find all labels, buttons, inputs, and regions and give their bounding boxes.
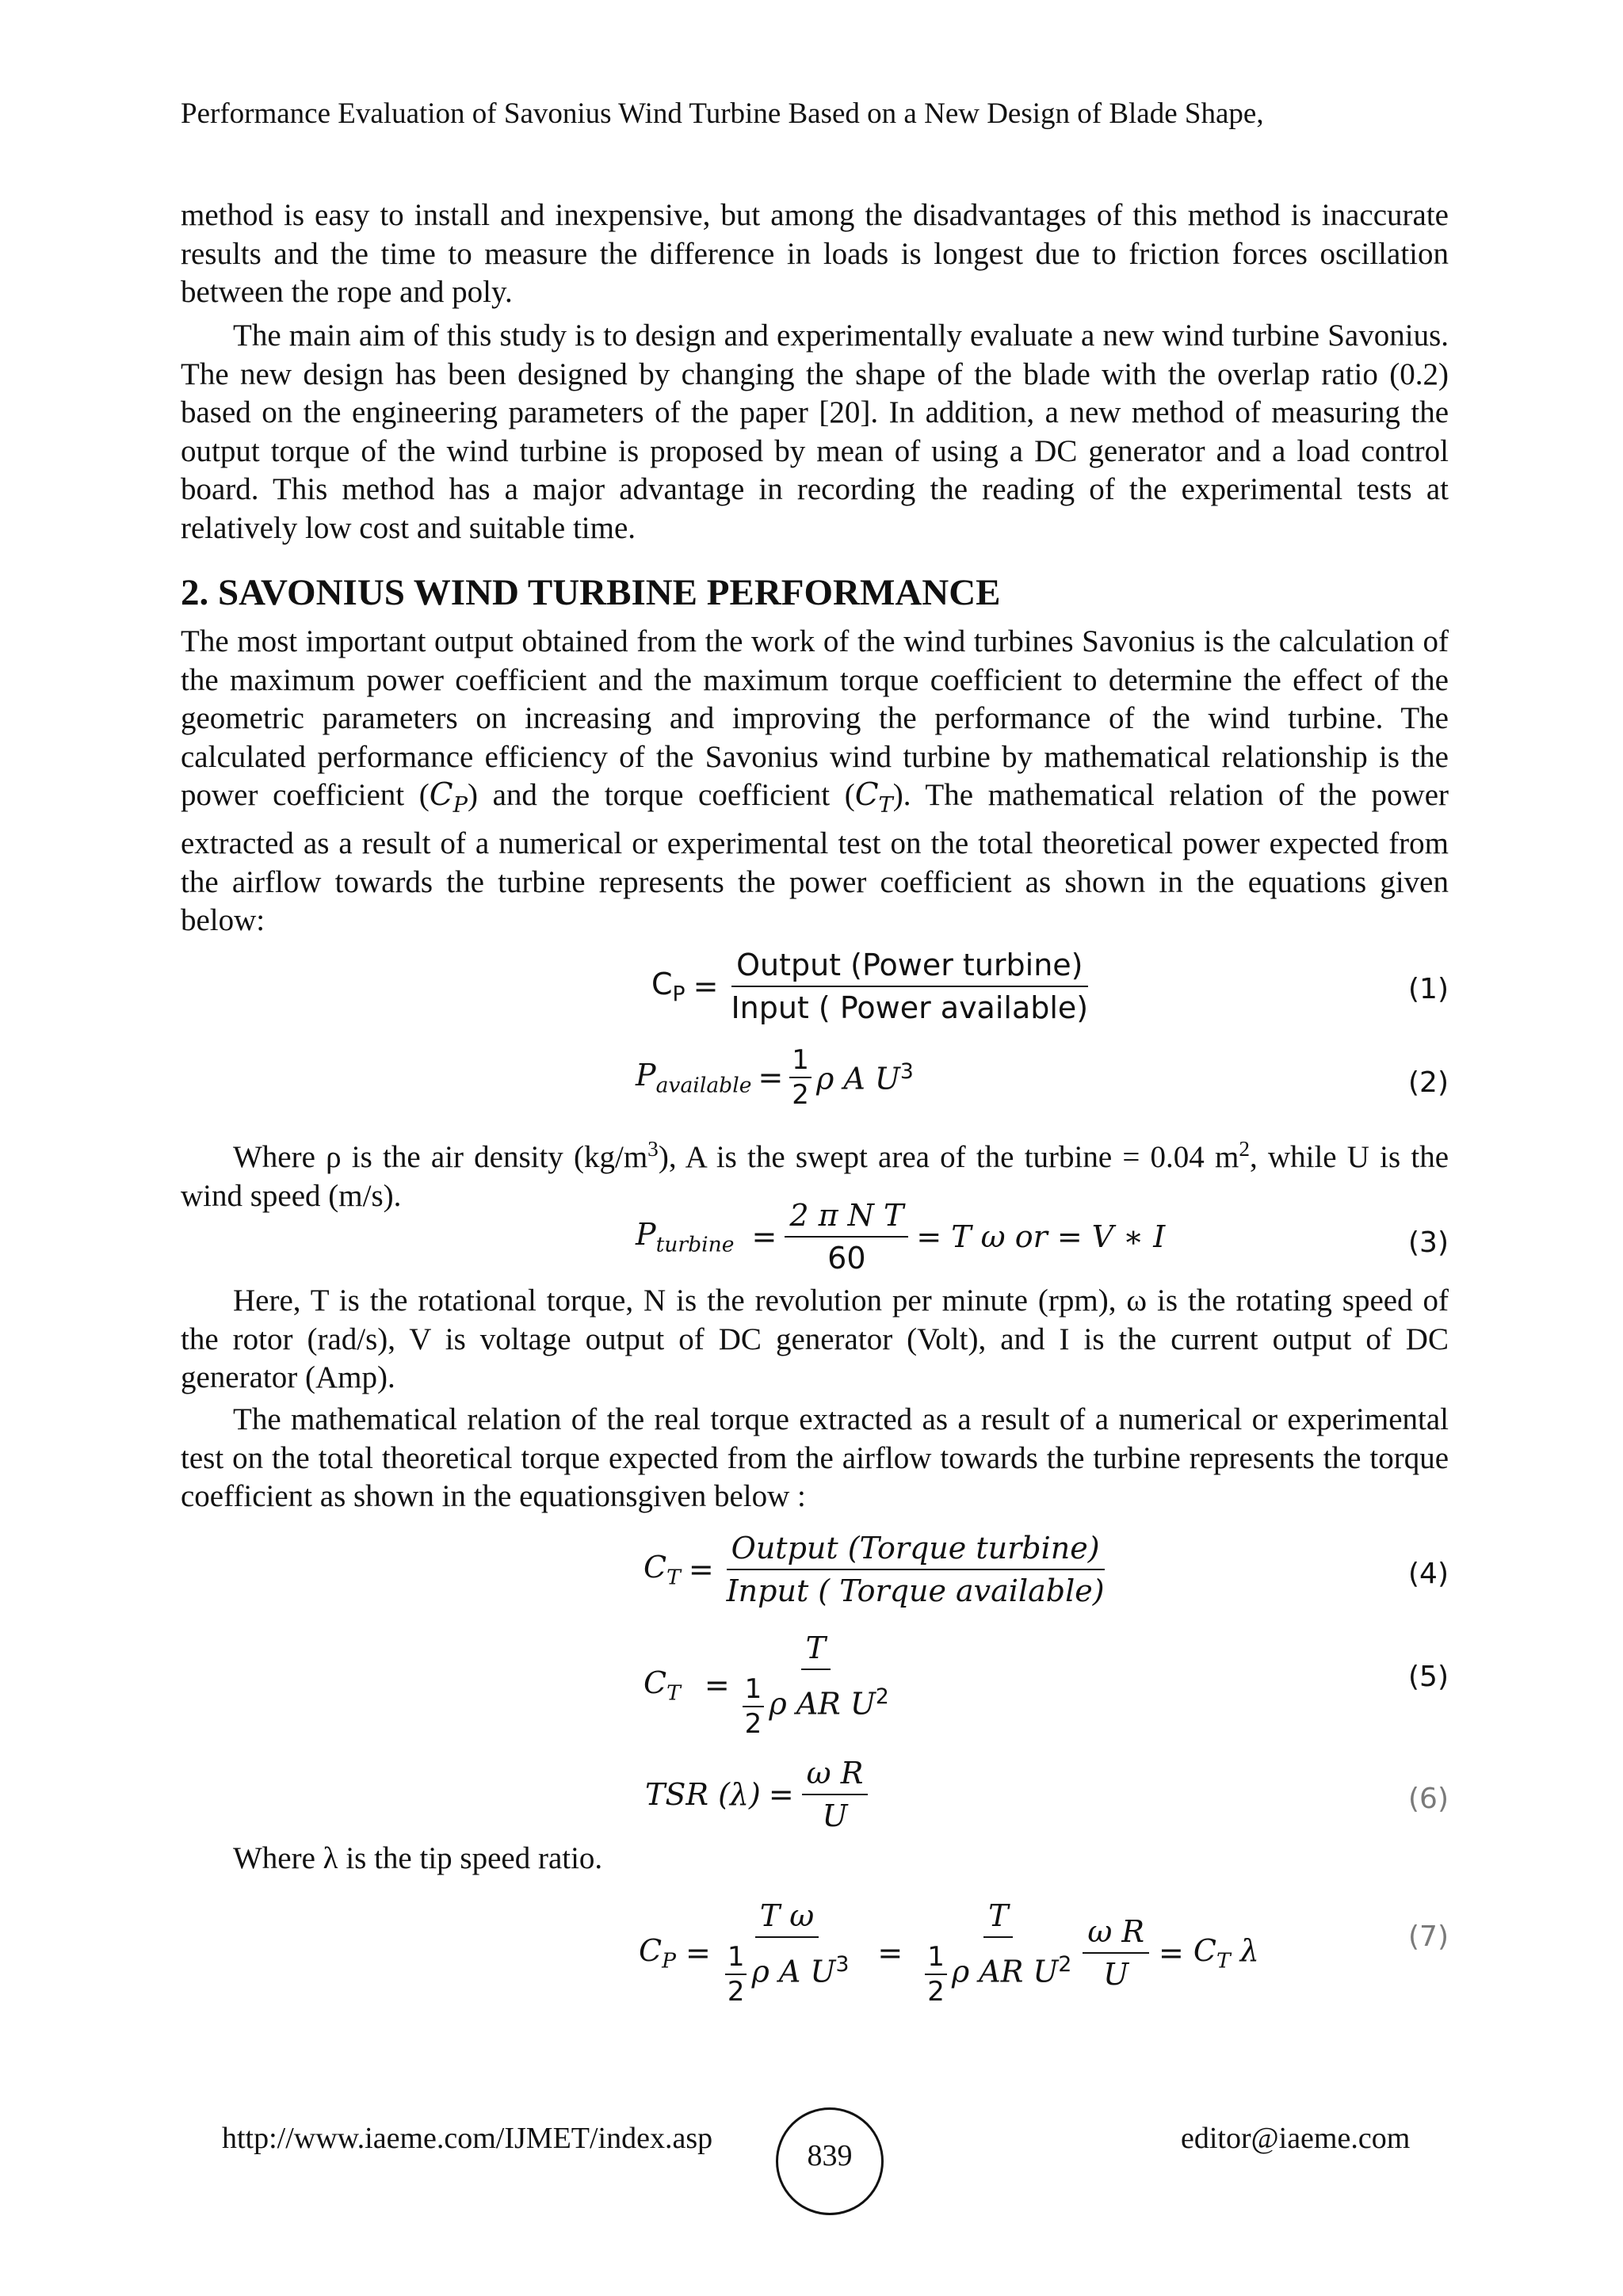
eq7-denominator-1 [720, 1938, 854, 2008]
eq4-denominator: Input ( Torque available) [726, 1573, 1105, 1608]
paragraph-3-part-a: The most important output obtained from the work of the wind turbines Savonius is the calculation of the maximum power coefficient and the maximum torque coefficient to determine the effect of the geometric parameters on increasing and improving the performance of the wind turbine. The calculated performance efficiency of the Savonius wind turbine by mathematical relationship is the power coefficient ( [181, 624, 1449, 812]
eq1-fraction [726, 948, 1093, 1025]
eq7-fraction-1 [720, 1898, 854, 2008]
running-header: Performance Evaluation of Savonius Wind Turbine Based on a New Design of Blade Shape, [181, 97, 1264, 130]
footer-email-link[interactable]: editor@iaeme.com [1181, 2122, 1411, 2155]
eq3-lhs [636, 1217, 735, 1257]
eq3-lhs-sub: turbine [655, 1232, 735, 1257]
paragraph-5: Here, T is the rotational torque, N is the revolution per minute (rpm), ω is the rotating speed of the rotor (rad/s), V is voltage output of DC generator (Volt), and I is the current output of DC generator (Amp). [181, 1283, 1449, 1394]
eq1-lhs-sub: P [672, 982, 685, 1007]
inline-cp [429, 777, 468, 818]
eq7-half-2-den: 2 [927, 1976, 945, 2008]
eq7-den1-sup: 3 [835, 1951, 850, 1977]
eq2-half-num: 1 [789, 1044, 812, 1078]
equation-3-body [636, 1198, 1165, 1276]
eq5-den-sup: 2 [875, 1684, 889, 1709]
equation-5-number: (5) [1408, 1661, 1449, 1693]
eq7-equals-2: = [877, 1936, 903, 1970]
eq5-half-num: 1 [743, 1673, 765, 1707]
inline-cp-sub: P [453, 792, 468, 818]
eq7-denominator-2 [920, 1938, 1076, 2008]
paragraph-4-part-c: , while U is the wind speed (m/s). [181, 1140, 1449, 1213]
eq1-lhs [651, 967, 685, 1007]
eq7-den2-text: ρ AR U [951, 1954, 1059, 1989]
footer-url-link[interactable]: http://www.iaeme.com/IJMET/index.asp [222, 2122, 713, 2155]
equation-1-body [651, 948, 1093, 1025]
eq5-denominator [738, 1670, 894, 1740]
eq7-numerator-1: T ω [755, 1898, 819, 1938]
eq5-lhs-sub: T [666, 1680, 681, 1706]
equation-1-number: (1) [1408, 973, 1449, 1005]
eq7-numerator-3: ω R [1083, 1914, 1149, 1954]
eq1-lhs-base: C [651, 966, 673, 1001]
paragraph-7: Where λ is the tip speed ratio. [233, 1841, 603, 1875]
eq2-rhs-sup: 3 [899, 1058, 914, 1084]
paragraph-3-part-c: ). The mathematical relation of the power extracted as a result of a numerical or experimental test on the total theoretical power expected from the airflow towards the turbine represents the power coefficient as shown in the equations given below: [181, 778, 1449, 938]
eq4-fraction [722, 1531, 1109, 1608]
eq7-lhs [639, 1933, 676, 1974]
inline-ct-base: C [854, 777, 879, 813]
eq3-fraction [785, 1198, 908, 1276]
page-number-circle [776, 2107, 884, 2215]
paragraph-6: The mathematical relation of the real torque extracted as a result of a numerical or experimental test on the total theoretical torque expected from the airflow towards the turbine represents the torque coefficient as shown in the equationsgiven below : [181, 1402, 1449, 1513]
equation-3-number: (3) [1408, 1226, 1449, 1259]
eq5-half [743, 1673, 765, 1740]
eq3-rhs: = T ω or = V ∗ I [916, 1219, 1166, 1254]
eq4-equals: = [688, 1552, 714, 1587]
equation-6-number: (6) [1408, 1783, 1449, 1815]
eq6-denominator: U [822, 1798, 848, 1833]
paragraph-2-container [181, 317, 1449, 547]
eq7-rhs-lambda: λ [1239, 1932, 1259, 1968]
eq7-den2-sup: 2 [1058, 1951, 1072, 1977]
eq6-lhs: TSR (λ) [645, 1777, 761, 1812]
eq5-den-text: ρ AR U [769, 1686, 876, 1722]
paragraph-3-part-b: ) and the torque coefficient ( [467, 778, 855, 812]
eq6-numerator: ω R [802, 1756, 869, 1795]
inline-square: 2 [1239, 1137, 1250, 1161]
eq1-denominator: Input ( Power available) [731, 990, 1089, 1025]
eq4-lhs-sub: T [666, 1565, 681, 1590]
inline-cp-base: C [429, 777, 453, 813]
section-heading: 2. SAVONIUS WIND TURBINE PERFORMANCE [181, 572, 1001, 613]
eq7-rhs-base: C [1193, 1932, 1216, 1968]
paragraph-1-container [181, 196, 1449, 312]
paragraph-3-container [181, 623, 1449, 940]
eq4-numerator: Output (Torque turbine) [727, 1531, 1105, 1570]
eq7-half-1 [725, 1941, 747, 2008]
eq7-equals-3: = [1159, 1936, 1184, 1970]
eq6-equals: = [768, 1777, 794, 1812]
eq3-denominator: 60 [827, 1241, 866, 1276]
eq2-lhs [636, 1058, 751, 1098]
eq5-half-den: 2 [744, 1708, 762, 1740]
eq1-equals: = [693, 969, 719, 1004]
paragraph-3 [181, 623, 1449, 940]
eq3-lhs-base: P [636, 1216, 656, 1252]
eq7-fraction-2 [920, 1898, 1076, 2008]
eq6-fraction [802, 1756, 869, 1833]
equation-2-number: (2) [1408, 1066, 1449, 1099]
inline-ct-sub: T [878, 792, 893, 818]
eq3-numerator: 2 π N T [785, 1198, 908, 1238]
inline-ct [854, 777, 893, 818]
equation-2-body [636, 1044, 914, 1111]
eq7-numerator-2: T [983, 1898, 1013, 1938]
equation-5-body [643, 1630, 894, 1740]
eq7-denominator-3: U [1103, 1957, 1129, 1992]
equation-4-number: (4) [1408, 1558, 1449, 1590]
eq7-equals-1: = [685, 1936, 711, 1970]
paragraph-2: The main aim of this study is to design and experimentally evaluate a new wind turbine Savonius. The new design has been designed by changing the shape of the blade with the overlap ratio (0.2) based on the engineering parameters of the paper [20]. In addition, a new method of measuring the output torque of the wind turbine is proposed by mean of using a DC generator and a load control board. This method has a major advantage in recording the reading of the experimental tests at relatively low cost and suitable time. [181, 318, 1449, 545]
paragraph-4-part-b: ), A is the swept area of the turbine = 0.04 m [658, 1140, 1239, 1174]
eq2-equals: = [758, 1060, 784, 1095]
eq2-lhs-sub: available [655, 1073, 752, 1098]
inline-cube: 3 [647, 1137, 659, 1161]
paragraph-5-container [181, 1282, 1449, 1398]
eq7-fraction-3 [1083, 1914, 1149, 1992]
eq7-half-1-num: 1 [725, 1941, 747, 1975]
eq7-half-2 [925, 1941, 947, 2008]
eq2-half-den: 2 [792, 1079, 809, 1111]
eq2-rhs-base: ρ A U [815, 1061, 900, 1097]
eq1-numerator: Output (Power turbine) [731, 948, 1087, 987]
eq7-lhs-sub: P [662, 1948, 676, 1974]
paragraph-4-part-a: Where ρ is the air density (kg/m [233, 1140, 648, 1174]
eq2-lhs-base: P [636, 1057, 656, 1093]
eq7-lhs-base: C [639, 1932, 663, 1968]
eq7-rhs-sub: T [1216, 1948, 1231, 1974]
eq7-half-2-num: 1 [925, 1941, 947, 1975]
paragraph-1: method is easy to install and inexpensive, but among the disadvantages of this method is inaccurate results and the time to measure the difference in loads is longest due to friction forces oscillation between the rope and poly. [181, 198, 1449, 309]
equation-6-body [645, 1756, 868, 1833]
paragraph-6-container [181, 1401, 1449, 1516]
eq7-half-1-den: 2 [727, 1976, 745, 2008]
eq5-numerator: T [801, 1630, 831, 1670]
eq5-lhs-base: C [643, 1665, 667, 1700]
eq3-equals: = [751, 1219, 777, 1254]
eq5-fraction [738, 1630, 894, 1740]
eq2-half [789, 1044, 812, 1111]
eq4-lhs-base: C [643, 1549, 667, 1585]
eq7-den1-text: ρ A U [751, 1954, 836, 1989]
eq2-rhs [816, 1059, 914, 1097]
equation-4-body [643, 1531, 1109, 1608]
equation-7-number: (7) [1408, 1920, 1449, 1953]
eq4-lhs [643, 1550, 681, 1590]
page-number: 839 [807, 2139, 853, 2172]
eq5-equals: = [704, 1668, 730, 1703]
eq7-rhs [1193, 1933, 1259, 1974]
eq5-lhs [643, 1665, 681, 1706]
equation-7-body [639, 1898, 1259, 2008]
